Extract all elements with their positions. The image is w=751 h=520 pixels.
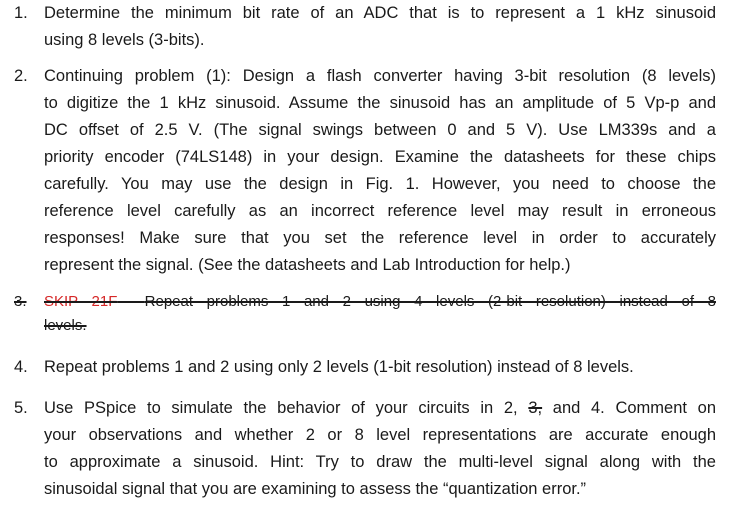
problem-text [44, 63, 716, 279]
text-line: your observations and whether 2 or 8 level representations are accurate enough [44, 426, 716, 444]
problem-number: 2. [14, 67, 28, 85]
text-line: responses! Make sure that you set the reference level in order to accurately [44, 229, 716, 247]
text-line: using 8 levels (3-bits). [44, 31, 205, 49]
struck-text: Repeat problems 1 and 2 using 4 levels (2-bit resolution) instead of 8 [144, 293, 716, 310]
problem-number: 5. [14, 399, 28, 417]
problem-number: 1. [14, 4, 28, 22]
text-line: sinusoidal signal that you are examining to assess the “quantization error.” [44, 480, 587, 498]
text-line [44, 395, 716, 422]
problem-text [44, 0, 716, 54]
text-line: carefully. You may use the design in Fig. 1. However, you need to choose the [44, 175, 716, 193]
text-line: Determine the minimum bit rate of an ADC that is to represent a 1 kHz sinusoid [44, 4, 716, 22]
skip-label: SKIP 21F [44, 293, 118, 310]
struck-segment: 3, [528, 399, 543, 417]
problem-text [44, 290, 716, 338]
text-segment: and 4. Comment on [552, 399, 716, 417]
text-line: to approximate a sinusoid. Hint: Try to draw the multi-level signal along with the [44, 453, 716, 471]
text-line: to digitize the 1 kHz sinusoid. Assume the sinusoid has an amplitude of 5 Vp-p and [44, 94, 716, 112]
problem-text [44, 395, 716, 503]
text-line: Continuing problem (1): Design a flash converter having 3-bit resolution (8 levels) [44, 67, 716, 85]
problem-number: 4. [14, 358, 28, 376]
text-line: levels. [44, 317, 87, 334]
text-line [44, 290, 716, 314]
text-line: Repeat problems 1 and 2 using only 2 levels (1-bit resolution) instead of 8 levels. [44, 358, 634, 376]
text-line: reference level carefully as an incorrect reference level may result in erroneous [44, 202, 716, 220]
text-line: DC offset of 2.5 V. (The signal swings between 0 and 5 V). Use LM339s and a [44, 121, 716, 139]
problem-number: 3. [14, 293, 27, 310]
text-line: represent the signal. (See the datasheets and Lab Introduction for help.) [44, 256, 571, 274]
text-segment: Use PSpice to simulate the behavior of your circuits in 2, [44, 399, 518, 417]
text-line: priority encoder (74LS148) in your design. Examine the datasheets for these chips [44, 148, 716, 166]
problem-text [44, 354, 716, 381]
